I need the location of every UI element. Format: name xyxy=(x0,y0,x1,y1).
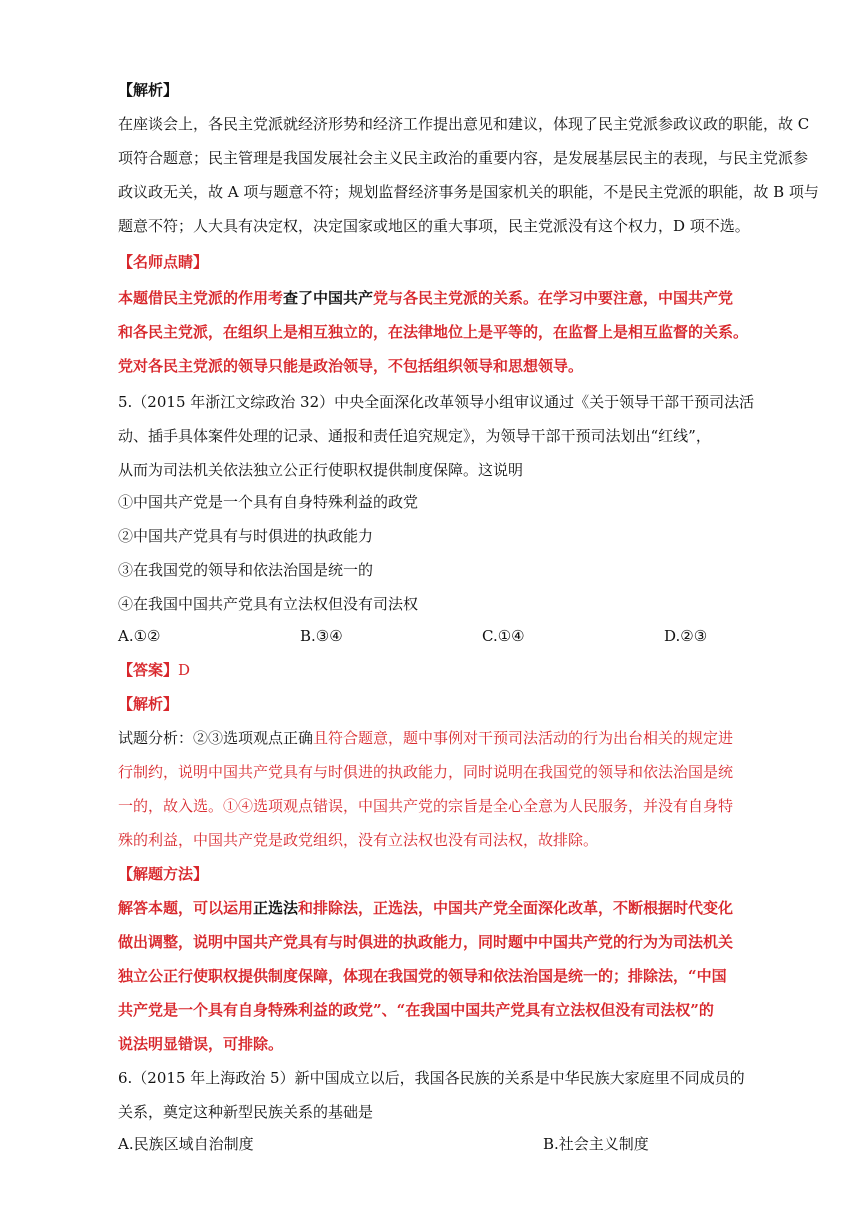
mingshi-line-1 xyxy=(118,288,733,308)
q5-option-a: A.①② xyxy=(118,627,161,645)
q6-stem-line: 关系，奠定这种新型民族关系的基础是 xyxy=(118,1103,374,1121)
analysis-heading: 【解析】 xyxy=(118,81,179,99)
answer-label: 【答案】 xyxy=(118,661,179,679)
mingshi-text: 查了中国共产 xyxy=(283,289,374,307)
q5-stem-line: 5.（2015 年浙江文综政治 32）中央全面深化改革领导小组审议通过《关于领导干部干预司法活 xyxy=(118,393,755,411)
q5-analysis-line: 行制约，说明中国共产党具有与时俱进的执政能力，同时说明在我国党的领导和依法治国是统 xyxy=(118,763,734,781)
q6-option-b: B.社会主义制度 xyxy=(543,1135,649,1153)
q5-stem-line: 动、插手具体案件处理的记录、通报和责任追究规定》，为领导干部干预司法划出“红线”， xyxy=(118,427,711,445)
mingshi-text: 本题借民主党派的作用考 xyxy=(118,289,284,307)
q5-method-line: 独立公正行使职权提供制度保障，体现在我国党的领导和依法治国是统一的；排除法，“中国 xyxy=(118,967,727,985)
q5-method-line: 说法明显错误，可排除。 xyxy=(118,1035,284,1053)
q5-answer xyxy=(118,660,190,680)
analysis-line: 在座谈会上，各民主党派就经济形势和经济工作提出意见和建议，体现了民主党派参政议政的职能，故 C xyxy=(118,115,810,133)
q5-option-c: C.①④ xyxy=(482,627,525,645)
q5-statement: ②中国共产党具有与时俱进的执政能力 xyxy=(118,527,374,545)
method-text: 正选法 xyxy=(253,899,299,917)
mingshi-line-3: 党对各民主党派的领导只能是政治领导，不包括组织领导和思想领导。 xyxy=(118,357,584,375)
analysis-text: 试题分析：②③选项观点正确 xyxy=(118,729,314,747)
q5-statement: ④在我国中国共产党具有立法权但没有司法权 xyxy=(118,595,419,613)
q5-stem-line: 从而为司法机关依法独立公正行使职权提供制度保障。这说明 xyxy=(118,461,524,479)
q5-analysis-line-1 xyxy=(118,728,733,748)
analysis-text: 且符合题意，题中事例对干预司法活动的行为出台相关的规定进 xyxy=(313,729,734,747)
q6-option-a: A.民族区域自治制度 xyxy=(118,1135,254,1153)
q5-method-line: 做出调整，说明中国共产党具有与时俱进的执政能力，同时题中中国共产党的行为为司法机关 xyxy=(118,933,734,951)
q5-analysis-heading: 【解析】 xyxy=(118,695,179,713)
q5-analysis-line: 殊的利益，中国共产党是政党组织，没有立法权也没有司法权，故排除。 xyxy=(118,831,599,849)
q5-option-d: D.②③ xyxy=(664,627,708,645)
answer-value: D xyxy=(178,661,191,679)
q5-method-heading: 【解题方法】 xyxy=(118,865,209,883)
q5-method-line: 共产党是一个具有自身特殊利益的政党”、“在我国中国共产党具有立法权但没有司法权”的 xyxy=(118,1001,714,1019)
analysis-line: 政议政无关，故 A 项与题意不符；规划监督经济事务是国家机关的职能，不是民主党派的职能，故 B 项与 xyxy=(118,183,819,201)
mingshi-text: 党与各民主党派的关系。在学习中要注意，中国共产党 xyxy=(373,289,734,307)
method-text: 解答本题，可以运用 xyxy=(118,899,254,917)
q5-statement: ③在我国党的领导和依法治国是统一的 xyxy=(118,561,374,579)
mingshi-heading: 【名师点睛】 xyxy=(118,253,209,271)
q6-stem-line: 6.（2015 年上海政治 5）新中国成立以后，我国各民族的关系是中华民族大家庭里不同成员的 xyxy=(118,1069,745,1087)
method-text: 和排除法，正选法，中国共产党全面深化改革，不断根据时代变化 xyxy=(298,899,734,917)
q5-analysis-line: 一的，故入选。①④选项观点错误，中国共产党的宗旨是全心全意为人民服务，并没有自身特 xyxy=(118,797,734,815)
q5-option-b: B.③④ xyxy=(300,627,343,645)
q5-statement: ①中国共产党是一个具有自身特殊利益的政党 xyxy=(118,493,419,511)
analysis-line: 题意不符；人大具有决定权，决定国家或地区的重大事项，民主党派没有这个权力，D 项不选。 xyxy=(118,217,750,235)
mingshi-line-2: 和各民主党派，在组织上是相互独立的，在法律地位上是平等的，在监督上是相互监督的关系。 xyxy=(118,323,749,341)
q5-method-line-1 xyxy=(118,898,733,918)
analysis-line: 项符合题意；民主管理是我国发展社会主义民主政治的重要内容，是发展基层民主的表现，与民主党派参 xyxy=(118,149,809,167)
